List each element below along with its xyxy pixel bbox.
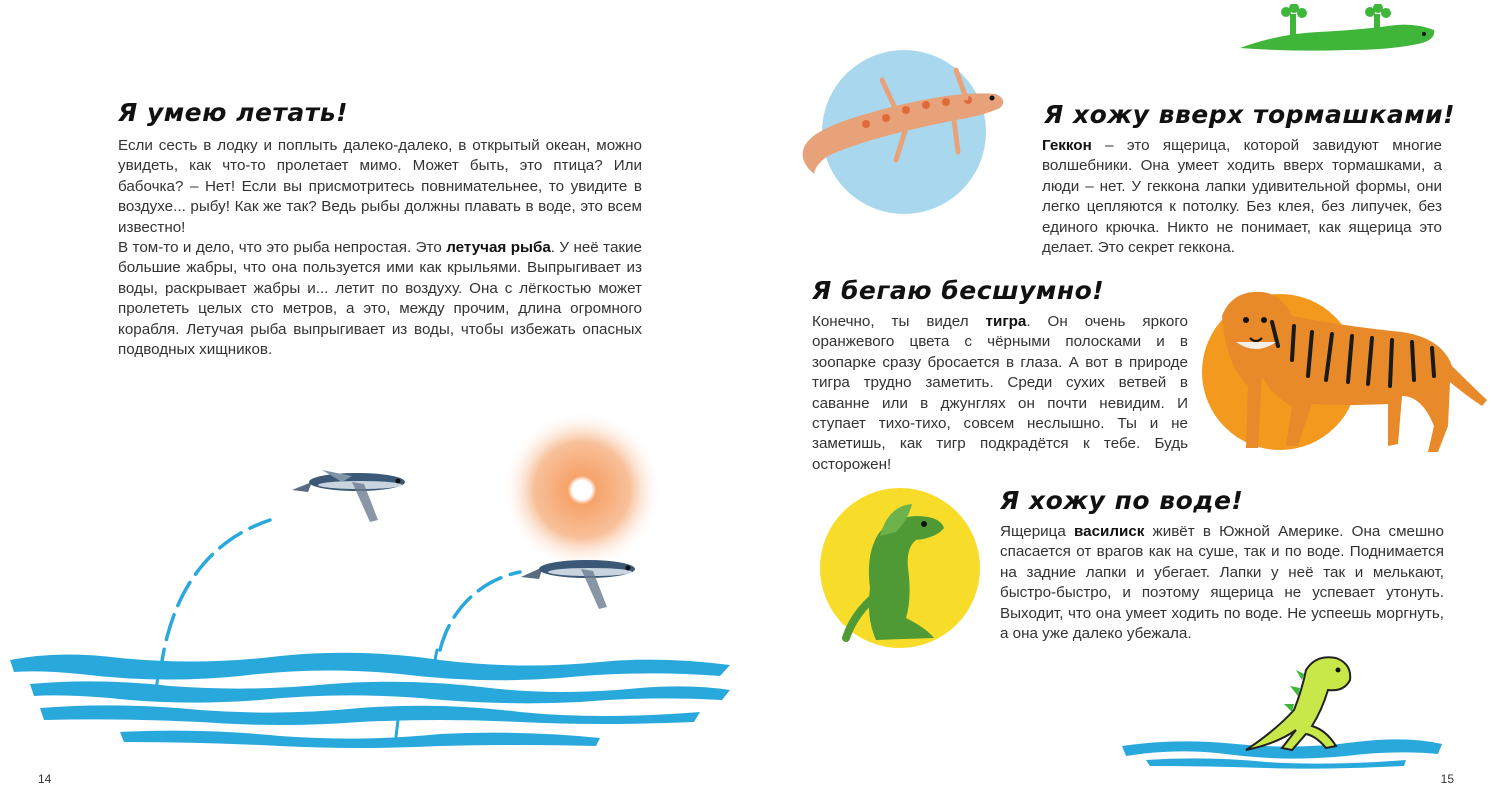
basilisk-text: Ящерица василиск живёт в Южной Америке. Она смешно спасается от врагов как на суше, так и по воде. Поднимается на задние лапки и убегает. Лапки у неё так и мелькают, быстро-быстро, и поэтому ящерица не успевает утонуть. Выходит, что она умеет ходить по воде. Не успеешь моргнуть, а она уже далеко убежала. [1000, 523, 1444, 643]
gecko-illustration [786, 50, 1026, 220]
page-number-right: 15 [1440, 772, 1454, 786]
right-page [746, 0, 1492, 790]
tiger-heading: Я бегаю бесшумно! [812, 276, 1105, 305]
gecko-heading: Я хожу вверх тормашками! [1044, 100, 1456, 129]
basilisk-heading: Я хожу по воде! [1000, 486, 1244, 515]
page-number-left: 14 [38, 772, 52, 786]
gecko-text: Геккон – это ящерица, которой завидуют многие волшебники. Она умеет ходить вверх тормашками, а люди – нет. У геккона лапки удивительной формы, они легко цепляются к потолку. Без клея, без липучек, без единого крючка. Никто не понимает, как ящерица это делает. Это секрет геккона. [1042, 137, 1442, 257]
flying-fish-para-2: В том-то и дело, что это рыба непростая. Это летучая рыба. У неё такие большие жабры, что она пользуется ими как крыльями. Выпрыгивает из воды, раскрывает жабры и... летит по воздуху. Она с лёгкостью может пролететь целых сто метров, а это, между прочим, длина огромного корабля. Летучая рыба выпрыгивает из воды, чтобы избежать опасных подводных хищников. [118, 239, 642, 359]
green-lizard-top-illustration [1238, 4, 1438, 56]
flying-fish-text [118, 136, 642, 360]
gecko-term: Геккон [1042, 137, 1092, 154]
tiger-illustration [1202, 276, 1492, 476]
tiger-text: Конечно, ты видел тигра. Он очень яркого оранжевого цвета с чёрными полосками и в зоопарке сразу бросается в глаза. А вот в природе тигра трудно заметить. Среди сухих ветвей в саванне или в джунглях он почти невидим. И ступает тихо-тихо, совсем неслышно. Ты и не заметишь, как тигр подкрадётся к тебе. Будь осторожен! [812, 313, 1189, 473]
cartoon-lizard-illustration [1116, 650, 1446, 770]
basilisk-term: василиск [1073, 523, 1145, 540]
flying-fish-para-1: Если сесть в лодку и поплыть далеко-далеко, в открытый океан, можно увидеть, как что-то пролетает мимо. Может быть, это птица? Или бабочка? – Нет! Если вы присмотритесь повнимательнее, то увидите в воздухе... рыбу! Как же так? Ведь рыбы должны плавать в воде, это всем известно! [118, 137, 642, 236]
tiger-term: тигра [985, 313, 1027, 330]
basilisk-illustration [816, 488, 986, 658]
flying-fish-heading: Я умею летать! [118, 98, 348, 127]
water-illustration [0, 500, 746, 760]
flying-fish-term: летучая рыба [446, 239, 551, 257]
